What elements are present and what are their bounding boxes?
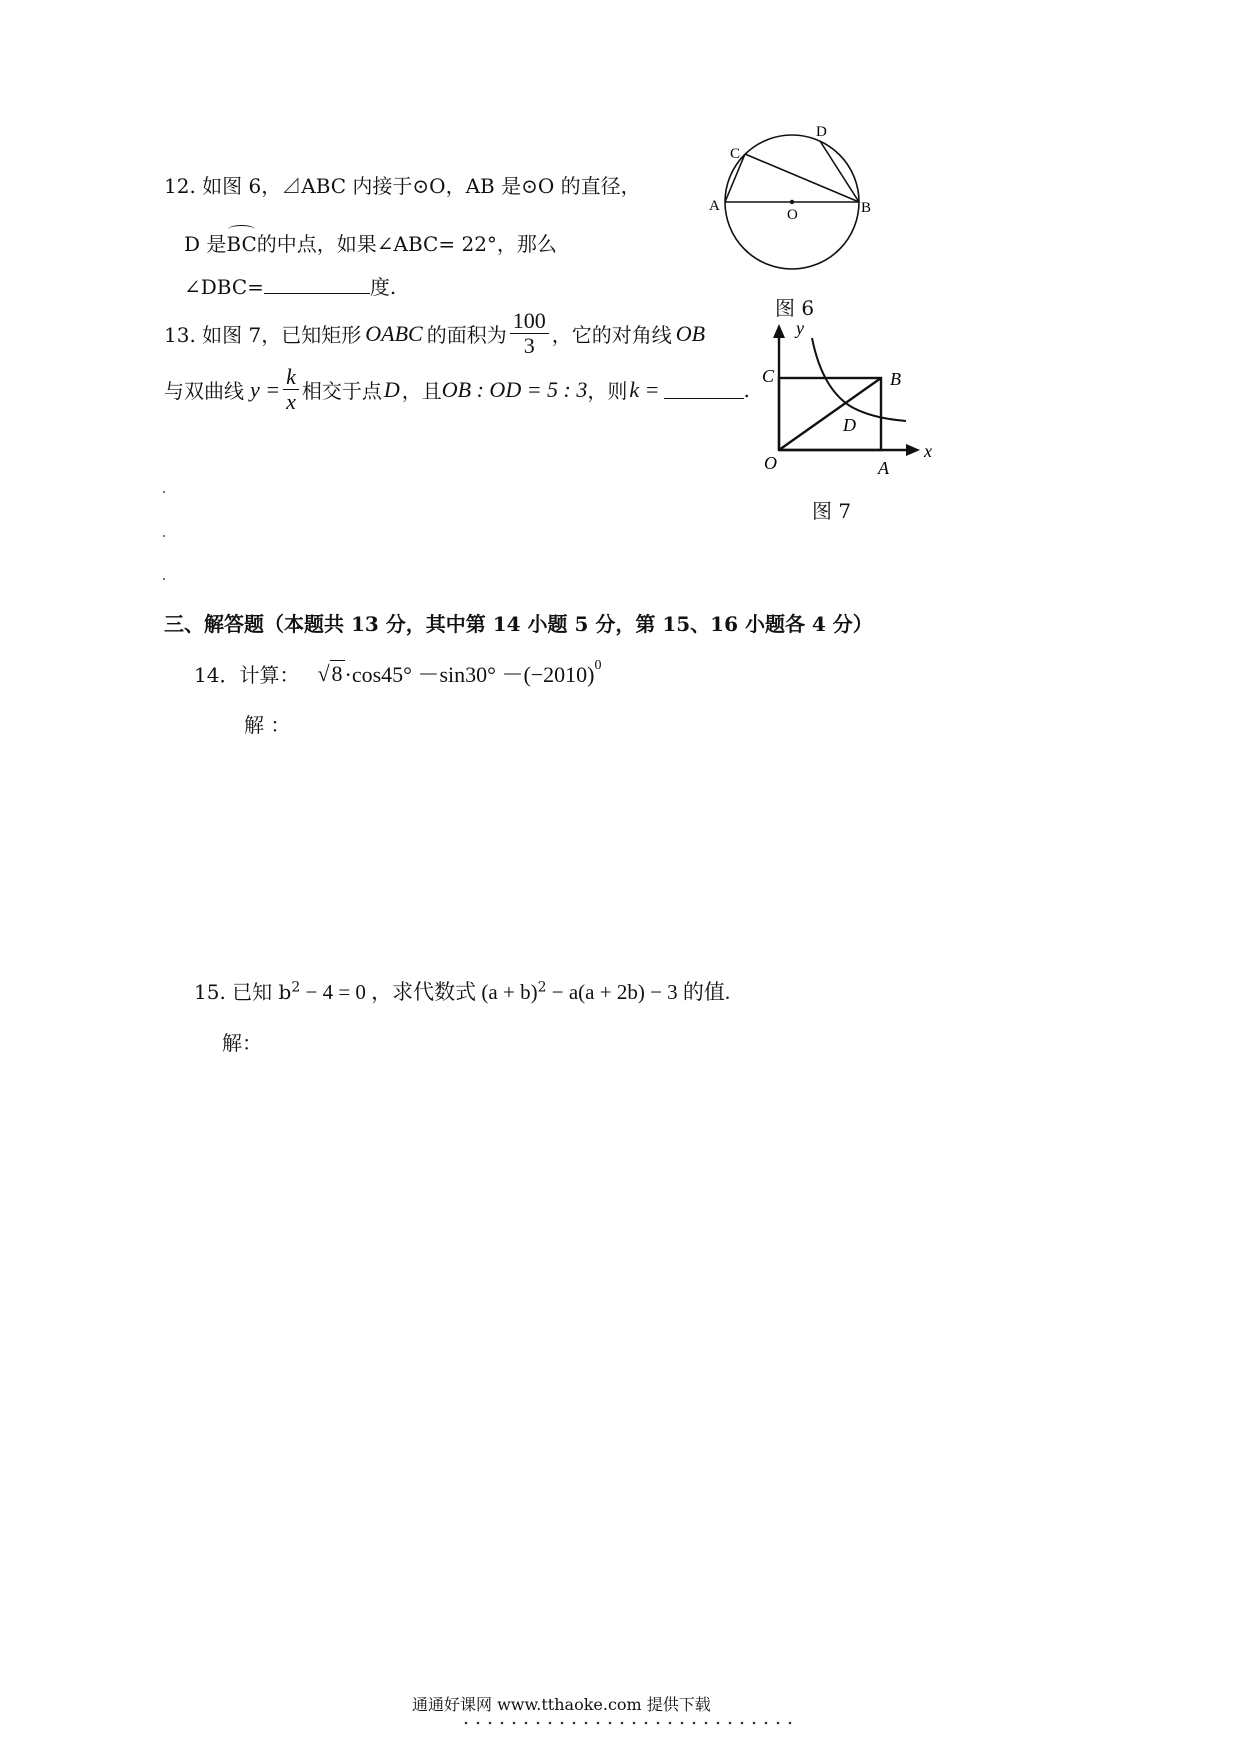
q14-exponent: 0 bbox=[594, 657, 602, 673]
fig6-label-b: B bbox=[861, 200, 872, 216]
section-3-heading: 三、解答题（本题共 13 分，其中第 14 小题 5 分，第 15、16 小题各 4 分） bbox=[164, 612, 873, 636]
fig7-label-y: y bbox=[796, 318, 804, 338]
q12-line2-pre: D 是 bbox=[184, 232, 227, 256]
var-d: D bbox=[383, 376, 400, 402]
ratio: OB : OD = 5 : 3 bbox=[441, 376, 588, 402]
figure-6 bbox=[700, 118, 900, 278]
radicand: 8 bbox=[331, 660, 343, 686]
fig6-label-c: C bbox=[730, 146, 741, 162]
q14-answer-label: 解 ： bbox=[244, 713, 291, 737]
figure-6-caption: 图 6 bbox=[775, 296, 815, 320]
q14-line bbox=[194, 658, 602, 689]
fig7-label-b: B bbox=[890, 369, 901, 389]
chord-db bbox=[820, 141, 859, 202]
q15-line bbox=[194, 976, 730, 1006]
arc-bc: BC bbox=[226, 232, 257, 256]
q15-pre: 15. 已知 b bbox=[194, 980, 292, 1004]
fraction-100-3 bbox=[510, 309, 549, 358]
q12-line3-post: 度. bbox=[369, 275, 397, 299]
q13-answer-blank[interactable] bbox=[664, 380, 744, 399]
q15-sq1: 2 bbox=[291, 979, 301, 996]
fig6-label-o: O bbox=[787, 207, 798, 223]
q15-mid: − 4 = 0 ，求代数式 (a + b) bbox=[300, 980, 538, 1004]
footer-text: 通通好课网 www.tthaoke.com 提供下载 bbox=[412, 1695, 711, 1714]
fig6-label-a: A bbox=[709, 198, 720, 214]
footer-dots bbox=[460, 1720, 800, 1726]
figure-7-caption: 图 7 bbox=[812, 499, 852, 523]
var-ob: OB bbox=[675, 320, 706, 346]
fig7-label-c: C bbox=[762, 366, 775, 386]
chord-cb bbox=[745, 154, 859, 202]
q12-answer-blank[interactable] bbox=[264, 275, 370, 294]
q12-line2 bbox=[184, 228, 557, 257]
fig7-label-x: x bbox=[924, 441, 932, 461]
q15-sq2: 2 bbox=[537, 979, 547, 996]
fig7-label-a: A bbox=[878, 458, 889, 478]
frac-num: 100 bbox=[510, 309, 549, 334]
q15-answer-label: 解： bbox=[222, 1031, 262, 1055]
q14-label: 14．计算： bbox=[194, 663, 300, 687]
eq-den: x bbox=[286, 389, 296, 415]
q13-line1 bbox=[164, 309, 705, 358]
q12-line1: 12. 如图 6，⊿ABC 内接于⊙O，AB 是⊙O 的直径， bbox=[164, 174, 641, 198]
q13-line2-pre: 与双曲线 bbox=[164, 379, 244, 404]
q12-line3 bbox=[184, 271, 396, 300]
q15-post: − a(a + 2b) − 3 的值. bbox=[546, 980, 731, 1004]
sqrt-sign: √8 bbox=[317, 660, 343, 686]
q12-line2-post: 的中点，如果∠ABC= 22°，那么 bbox=[256, 232, 557, 256]
q13-line2 bbox=[164, 365, 750, 414]
fig7-label-o: O bbox=[764, 453, 777, 473]
q13-mid1: 的面积为 bbox=[426, 323, 507, 348]
q14-expression: ·cos45° －sin30° －(−2010) bbox=[344, 662, 595, 687]
fig6-label-d: D bbox=[816, 124, 827, 140]
var-k: k = bbox=[629, 376, 660, 402]
figure-7 bbox=[740, 318, 940, 488]
scan-speck bbox=[163, 578, 165, 580]
q13-pre: 13. 如图 7，已知矩形 bbox=[164, 323, 362, 348]
q12-line3-pre: ∠DBC= bbox=[184, 275, 264, 299]
scan-speck bbox=[163, 491, 165, 493]
q13-line2-mid: 相交于点 bbox=[301, 379, 382, 404]
var-oabc: OABC bbox=[365, 320, 423, 346]
y-axis-arrow bbox=[773, 324, 785, 338]
q13-end: . bbox=[743, 377, 750, 402]
scan-speck bbox=[163, 535, 165, 537]
q13-line2-mid2: ，且 bbox=[401, 379, 442, 404]
eq-num: k bbox=[283, 365, 299, 390]
eq-lhs: y = bbox=[250, 376, 281, 402]
center-point bbox=[790, 200, 794, 204]
fig7-label-d: D bbox=[843, 415, 856, 435]
fraction-k-x bbox=[283, 365, 299, 414]
q13-mid2: ，它的对角线 bbox=[551, 323, 672, 348]
x-axis-arrow bbox=[906, 444, 920, 456]
q13-line2-mid3: ，则 bbox=[587, 379, 628, 404]
frac-den: 3 bbox=[523, 333, 535, 359]
